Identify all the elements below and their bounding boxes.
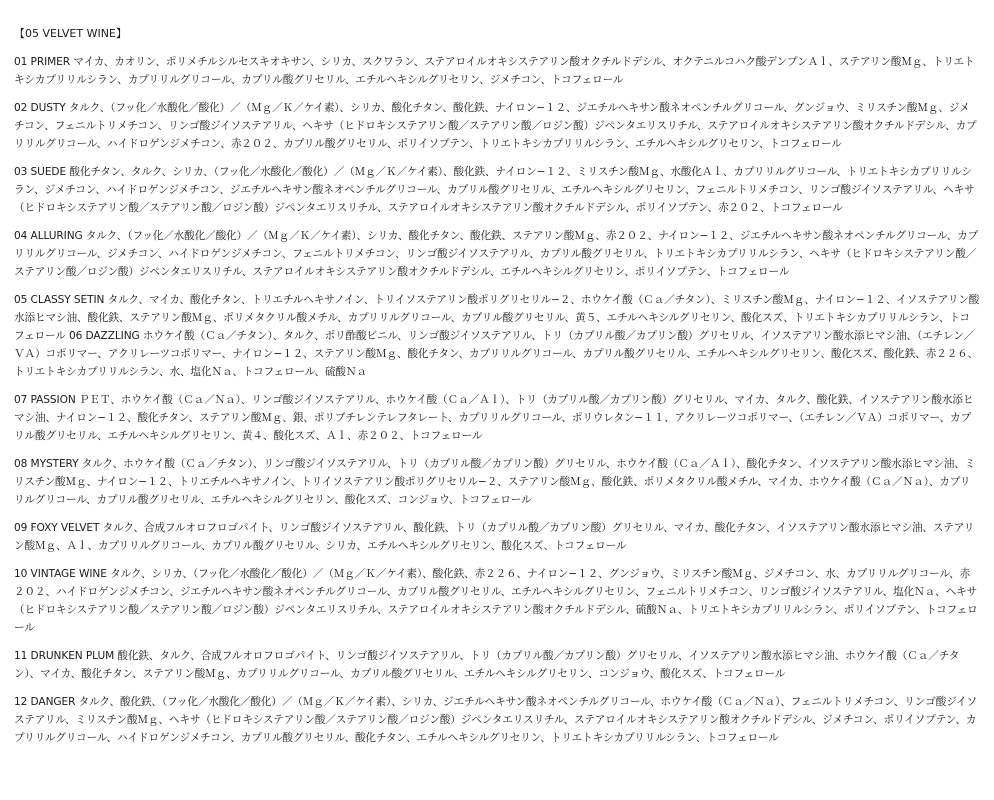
ingredient-paragraph-07: 07 PASSION ＰＥＴ、ホウケイ酸（Ｃａ／Ｎａ）、リンゴ酸ジイソステアリル、ホウケイ酸（Ｃａ／Ａｌ）、トリ（カプリル酸／カプリン酸）グリセリル、マイカ、タルク、酸化鉄、イソステアリン酸水添ヒマシ油、ナイロン−１２、酸化チタン、ステアリン酸Ｍｇ、銀、ポリブチレンテレフタレート、カプリリルグリコール、ポリウレタン−１１、アクリレーツコポリマー、（エチレン／ＶＡ）コポリマー、カプリル酸グリセリル、エチルヘキシルグリセリン、黄４、酸化スズ、Ａｌ、赤２０２、トコフェロール (14, 394, 974, 442)
ingredient-paragraph-04: 04 ALLURING タルク、（フッ化／水酸化／酸化）／（Ｍｇ／Ｋ／ケイ素）、シリカ、酸化チタン、酸化鉄、ステアリン酸Ｍｇ、赤２０２、ナイロン−１２、ジエチルヘキサン酸ネオペンチルグリコール、カプリリルグリコール、ジメチコン、ハイドロゲンジメチコン、フェニルトリメチコン、リンゴ酸ジイソステアリル、カプリル酸グリセリル、トリエトキシカプリリルシラン、ヘキサ（ヒドロキシステアリン酸／ステアリン酸／ロジン酸）ジペンタエリスリチル、ステアロイルオキシステアリン酸オクチルドデシル、エチルヘキシルグリセリン、ポリイソプテン、トコフェロール (14, 230, 979, 278)
document-title: 【05 VELVET WINE】 (14, 27, 127, 40)
ingredients-list (14, 53, 980, 747)
ingredient-paragraph-09: 09 FOXY VELVET タルク、合成フルオロフロゴパイト、リンゴ酸ジイソステアリル、酸化鉄、トリ（カプリル酸／カプリン酸）グリセリル、マイカ、酸化チタン、イソステアリン酸水添ヒマシ油、ステアリン酸Ｍｇ、Ａｌ、カプリリルグリコール、カプリル酸グリセリル、シリカ、エチルヘキシルグリセリン、酸化スズ、トコフェロール (14, 522, 975, 552)
ingredient-paragraph-12: 12 DANGER タルク、酸化鉄、（フッ化／水酸化／酸化）／（Ｍｇ／Ｋ／ケイ素）、シリカ、ジエチルヘキサン酸ネオペンチルグリコール、ホウケイ酸（Ｃａ／Ｎａ）、フェニルトリメチコン、リンゴ酸ジイソステアリル、ミリスチン酸Ｍｇ、ヘキサ（ヒドロキシステアリン酸／ステアリン酸／ロジン酸）ジペンタエリスリチル、ステアロイルオキシステアリン酸オクチルドデシル、ジメチコン、ポリイソプテン、カプリリルグリコール、ハイドロゲンジメチコン、カプリル酸グリセリル、酸化チタン、エチルヘキシルグリセリン、トリエトキシカプリリルシラン、トコフェロール (14, 696, 978, 744)
ingredient-paragraph-03: 03 SUEDE 酸化チタン、タルク、シリカ、（フッ化／水酸化／酸化）／（Ｍｇ／Ｋ／ケイ素）、酸化鉄、ナイロン−１２、ミリスチン酸Ｍｇ、水酸化Ａｌ、カプリリルグリコール、トリエトキシカプリリルシラン、ジメチコン、ハイドロゲンジメチコン、ジエチルヘキサン酸ネオペンチルグリコール、カプリル酸グリセリル、エチルヘキシルグリセリン、フェニルトリメチコン、リンゴ酸ジイソステアリル、ヘキサ（ヒドロキシステアリン酸／ステアリン酸／ロジン酸）ジペンタエリスリチル、ステアロイルオキシステアリン酸オクチルドデシル、ポリイソプテン、赤２０２、トコフェロール (14, 166, 975, 214)
ingredient-paragraph-10: 10 VINTAGE WINE タルク、シリカ、（フッ化／水酸化／酸化）／（Ｍｇ／Ｋ／ケイ素）、酸化鉄、赤２２６、ナイロン−１２、グンジョウ、ミリスチン酸Ｍｇ、ジメチコン、水、カプリリルグリコール、赤２０２、ハイドロゲンジメチコン、ジエチルヘキサン酸ネオペンチルグリコール、カプリル酸グリセリル、エチルヘキシルグリセリン、フェニルトリメチコン、リンゴ酸ジイソステアリル、塩化Ｎａ、ヘキサ（ヒドロキシステアリン酸／ステアリン酸／ロジン酸）ジペンタエリスリチル、ステアロイルオキシステアリン酸オクチルドデシル、硫酸Ｎａ、トリエトキシカプリリルシラン、ポリイソプテン、トコフェロール (14, 568, 978, 634)
ingredient-paragraph-11: 11 DRUNKEN PLUM 酸化鉄、タルク、合成フルオロフロゴパイト、リンゴ酸ジイソステアリル、トリ（カプリル酸／カプリン酸）グリセリル、イソステアリン酸水添ヒマシ油、ホウケイ酸（Ｃａ／チタン）、マイカ、酸化チタン、ステアリン酸Ｍｇ、カプリリルグリコール、カプリル酸グリセリル、エチルヘキシルグリセリン、コンジョウ、酸化スズ、トコフェロール (14, 650, 960, 680)
ingredient-paragraph-01: 01 PRIMER マイカ、カオリン、ポリメチルシルセスキオキサン、シリカ、スクワラン、ステアロイルオキシステアリン酸オクチルドデシル、オクテニルコハク酸デンプンＡｌ、ステアリン酸Ｍｇ、トリエトキシカプリリルシラン、カプリリルグリコール、カプリル酸グリセリル、エチルヘキシルグリセリン、ジメチコン、トコフェロール (14, 56, 975, 86)
ingredient-paragraph-02: 02 DUSTY タルク、（フッ化／水酸化／酸化）／（Ｍｇ／Ｋ／ケイ素）、シリカ、酸化チタン、酸化鉄、ナイロン−１２、ジエチルヘキサン酸ネオペンチルグリコール、グンジョウ、ミリスチン酸Ｍｇ、ジメチコン、フェニルトリメチコン、リンゴ酸ジイソステアリル、ヘキサ（ヒドロキシステアリン酸／ステアリン酸／ロジン酸）ジペンタエリスリチル、ステアロイルオキシステアリン酸オクチルドデシル、カプリリルグリコール、ハイドロゲンジメチコン、赤２０２、カプリル酸グリセリル、ポリイソプテン、トリエトキシカプリリルシラン、エチルヘキシルグリセリン、トコフェロール (14, 102, 977, 150)
ingredient-paragraph-08: 08 MYSTERY タルク、ホウケイ酸（Ｃａ／チタン）、リンゴ酸ジイソステアリル、トリ（カプリル酸／カプリン酸）グリセリル、ホウケイ酸（Ｃａ／Ａｌ）、酸化チタン、イソステアリン酸水添ヒマシ油、ミリスチン酸Ｍｇ、ナイロン−１２、トリエチルヘキサノイン、トリイソステアリン酸ポリグリセリル−２、ステアリン酸Ｍｇ、酸化鉄、ポリメタクリル酸メチル、マイカ、ホウケイ酸（Ｃａ／Ｎａ）、カプリリルグリコール、カプリル酸グリセリル、エチルヘキシルグリセリン、酸化スズ、コンジョウ、トコフェロール (14, 458, 976, 506)
ingredient-paragraph-05-06: 05 CLASSY SETIN タルク、マイカ、酸化チタン、トリエチルヘキサノイン、トリイソステアリン酸ポリグリセリル−２、ホウケイ酸（Ｃａ／チタン）、ミリスチン酸Ｍｇ、ナイロン−１２、イソステアリン酸水添ヒマシ油、酸化鉄、ステアリン酸Ｍｇ、ポリメタクリル酸メチル、カプリリルグリコール、カプリル酸グリセリル、黄５、エチルヘキシルグリセリン、酸化スズ、トリエトキシカプリリルシラン、トコフェロール 06 DAZZLING ホウケイ酸（Ｃａ／チタン）、タルク、ポリ酢酸ビニル、リンゴ酸ジイソステアリル、トリ（カプリル酸／カプリン酸）グリセリル、イソステアリン酸水添ヒマシ油、（エチレン／ＶＡ）コポリマー、アクリレーツコポリマー、ナイロン−１２、ステアリン酸Ｍｇ、酸化チタン、カプリリルグリコール、カプリル酸グリセリル、エチルヘキシルグリセリン、酸化スズ、酸化鉄、赤２２６、トリエトキシカプリリルシラン、水、塩化Ｎａ、トコフェロール、硫酸Ｎａ (14, 294, 980, 378)
